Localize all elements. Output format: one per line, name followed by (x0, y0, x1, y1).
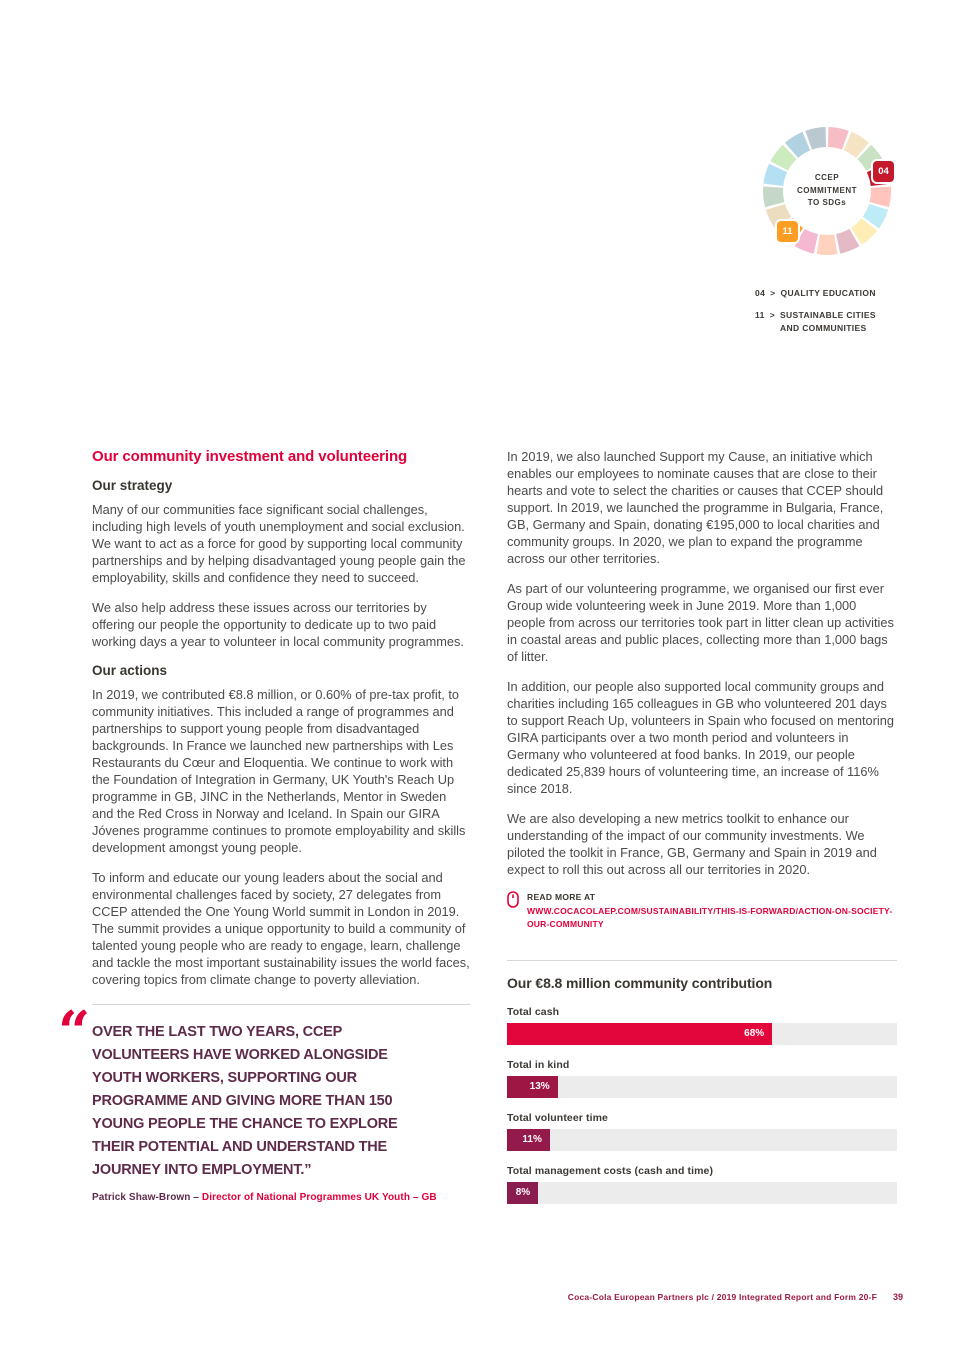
sdg-goal-item (755, 287, 920, 300)
bar-track (507, 1076, 897, 1098)
page-number: 39 (892, 1292, 903, 1302)
sdg-goal-number: 04 (755, 288, 766, 298)
bar-label: Total cash (507, 1005, 560, 1018)
section-heading: Our community investment and volunteering (92, 448, 408, 465)
quote-text: OVER THE LAST TWO YEARS, CCEP VOLUNTEERS HAVE WORKED ALONGSIDE YOUTH WORKERS, SUPPORTING OUR PROGRAMME AND GIVING MORE THAN 150 YOUNG PEOPLE THE CHANCE TO EXPLORE THEIR POTENTIAL AND UNDERSTAND THE JOURNEY INTO EMPLOYMENT.” (92, 1024, 398, 1178)
footer-text: Coca-Cola European Partners plc / 2019 Integrated Report and Form 20-F (567, 1292, 877, 1302)
quote-attribution (92, 1192, 470, 1203)
sdg-center-line: CCEP (814, 173, 840, 183)
chart-row (507, 1165, 897, 1204)
main-content (58, 448, 897, 1218)
sdg-center-line: COMMITMENT (796, 185, 858, 195)
paragraph: We are also developing a new metrics toolkit to enhance our understanding of the impact of our community investments. We piloted the toolkit in France, GB, Germany and Spain in 2019 and expect to roll this out across all our territories in 2020. (507, 811, 877, 877)
bar-fill: 11% (507, 1129, 550, 1151)
read-more-link[interactable]: WWW.COCACOLAEP.COM/SUSTAINABILITY/THIS-IS-FORWARD/ACTION-ON-SOCIETY-OUR-COMMUNITY (527, 905, 893, 930)
paragraph: As part of our volunteering programme, we organised our first ever Group wide volunteering week in June 2019. More than 1,000 people from across our territories took part in litter clean up activities in coastal areas and public places, collecting more than 1,000 bags of litter. (507, 581, 894, 664)
paragraph: In 2019, we contributed €8.8 million, or 0.60% of pre-tax profit, to community initiatives. This included a range of programmes and partnerships to support young people from disadvantaged backgrounds. In France we launched new partnerships with Les Restaurants du Cœur and Eloquentia. We continue to work with the Foundation of Integration in Germany, UK Youth's Reach Up programme in GB, JINC in the Netherlands, Mentor in Sweden and the Red Cross in Norway and Iceland. In Spain our GIRA Jóvenes programme continues to promote employability and skills development amongst young people. (92, 687, 466, 855)
actions-heading: Our actions (92, 663, 168, 678)
right-column (507, 448, 897, 1218)
read-more-block (507, 891, 897, 932)
sdg-goal-separator: > (769, 309, 776, 320)
sdg-commitment-block (755, 121, 920, 343)
bar-track (507, 1023, 897, 1045)
bar-label: Total management costs (cash and time) (507, 1164, 714, 1177)
actions-section (92, 663, 470, 988)
bar-track (507, 1182, 897, 1204)
bar-label: Total volunteer time (507, 1111, 608, 1124)
read-more-text (527, 891, 897, 932)
sdg-badge-11: 11 (777, 221, 798, 242)
sdg-wheel (757, 121, 897, 261)
sdg-badge-04: 04 (873, 161, 894, 182)
read-more-label: READ MORE AT (527, 892, 596, 902)
bar-track (507, 1129, 897, 1151)
chart-row (507, 1112, 897, 1151)
chart-row (507, 1059, 897, 1098)
paragraph: In 2019, we also launched Support my Cause, an initiative which enables our employees to nominate causes that are close to their hearts and vote to select the charities or causes that CCEP should support. In 2019, we launched the programme in Bulgaria, France, GB, Germany and Spain, donating €195,000 to local charities and community groups. In 2020, we plan to expand the programme across our other territories. (507, 449, 884, 566)
community-contribution-chart (507, 960, 897, 1204)
paragraph: In addition, our people also supported local community groups and charities including 165 colleagues in GB who volunteered 201 days to support Reach Up, volunteers in Spain who focused on mentoring GIRA participants over a two month period and volunteers in Germany who volunteered at food banks. In 2019, our people dedicated 25,839 hours of volunteering time, an increase of 116% since 2018. (507, 679, 894, 796)
sdg-center-line: TO SDGs (807, 198, 847, 208)
chart-rows (507, 1006, 897, 1204)
sdg-goal-label: QUALITY EDUCATION (780, 288, 876, 298)
chart-title: Our €8.8 million community contribution (507, 974, 773, 991)
paragraph: We also help address these issues across our territories by offering our people the opportunity to dedicate up to two paid working days a year to volunteer in local community programmes. (92, 600, 464, 649)
pull-quote (58, 999, 470, 1203)
sdg-goal-item (755, 309, 920, 335)
strategy-heading: Our strategy (92, 478, 173, 493)
paragraph: Many of our communities face significant social challenges, including high levels of youth unemployment and social exclusion. We want to act as a force for good by supporting local community partnerships and by helping disadvantaged young people gain the employability, skills and confidence they need to succeed. (92, 502, 466, 585)
bar-fill: 68% (507, 1023, 772, 1045)
sdg-goal-separator: > (770, 288, 776, 298)
bar-fill: 8% (507, 1182, 538, 1204)
quote-author-role: Director of National Programmes UK Youth – GB (201, 1192, 437, 1203)
quote-author: Patrick Shaw-Brown – (92, 1192, 202, 1203)
sdg-goal-number: 11 (755, 309, 765, 320)
mouse-icon (507, 891, 519, 913)
sdg-goal-list (755, 287, 920, 334)
chart-row (507, 1006, 897, 1045)
sdg-goal-label: SUSTAINABLE CITIES AND COMMUNITIES (780, 309, 876, 333)
page-footer (92, 1292, 903, 1302)
bar-fill: 13% (507, 1076, 558, 1098)
bar-label: Total in kind (507, 1058, 570, 1071)
paragraph: To inform and educate our young leaders about the social and environmental challenges faced by society, 27 delegates from CCEP attended the One Young World summit in London in 2019. The summit provides a unique opportunity to build a community of talented young people who are ready to engage, learn, challenge and tackle the most important sustainability issues the world faces, covering topics from climate change to poverty alleviation. (92, 870, 470, 987)
left-column (58, 448, 470, 1218)
quotation-mark-icon: “ (58, 999, 91, 1065)
